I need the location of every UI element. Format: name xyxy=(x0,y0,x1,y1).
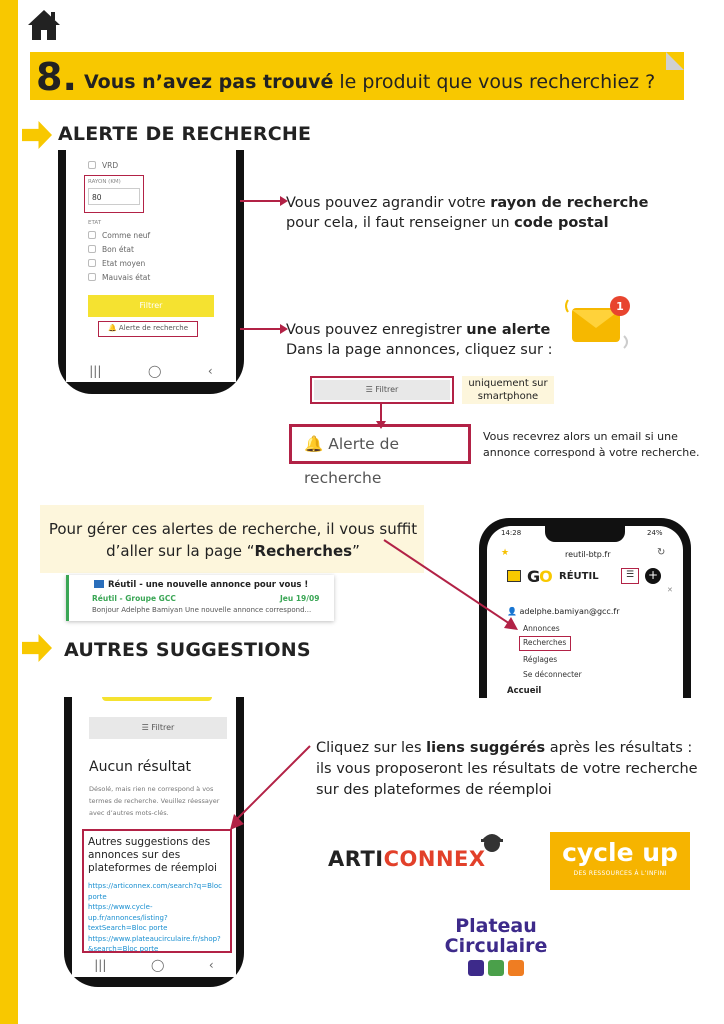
checkbox-etat-moyen[interactable]: Etat moyen xyxy=(88,256,145,270)
nav3-recent-icon[interactable]: ||| xyxy=(94,958,107,972)
email-date: Jeu 19/09 xyxy=(280,594,320,603)
menu-deconnecter[interactable]: Se déconnecter xyxy=(523,670,582,679)
checkbox-bon-etat[interactable]: Bon état xyxy=(88,242,134,256)
hamburger-menu-icon[interactable]: ☰ xyxy=(621,568,639,584)
menu-accueil[interactable]: Accueil xyxy=(507,686,542,696)
status-time: 14:28 xyxy=(501,529,522,537)
suggest-link-cycleup[interactable]: https://www.cycle-up.fr/annonces/listing?textSearch=Bloc porte xyxy=(88,903,168,932)
phone-notch xyxy=(545,526,625,542)
rayon-highlight xyxy=(84,175,144,213)
nav3-home-icon[interactable]: ◯ xyxy=(150,958,165,972)
cycleup-tagline: DES RESSOURCES À L’INFINI xyxy=(573,870,667,877)
section-arrow-icon xyxy=(22,121,52,149)
alert-button-large[interactable]: 🔔 Alerte de recherche xyxy=(289,424,471,464)
star-icon[interactable]: ★ xyxy=(501,548,510,558)
yellow-button-edge xyxy=(102,697,212,701)
connector-arrow-recherches xyxy=(380,536,530,636)
connector-arrow-suggestions xyxy=(222,742,314,834)
email-notification-icon xyxy=(562,290,634,354)
smartphone-note: uniquement sur smartphone xyxy=(462,376,554,404)
email-preview-card[interactable] xyxy=(66,575,334,621)
phone3-screen xyxy=(72,697,236,953)
step-number: 8. xyxy=(36,55,77,99)
plateau-circulaire-logo[interactable] xyxy=(440,916,552,976)
alert-button-small[interactable]: 🔔 Alerte de recherche xyxy=(98,321,198,337)
nav-recent-icon[interactable]: ||| xyxy=(89,364,102,378)
menu-reglages[interactable]: Réglages xyxy=(523,655,558,664)
nav-home-icon[interactable]: ◯ xyxy=(147,364,162,378)
user-email: 👤 adelphe.bamiyan@gcc.fr xyxy=(507,607,620,616)
brand-name: RÉUTIL xyxy=(559,571,599,582)
email-preview-text: Bonjour Adelphe Bamiyan Une nouvelle annonce correspond... xyxy=(92,606,312,614)
suggest-link-plateau[interactable]: https://www.plateaucirculaire.fr/shop?&search=Bloc porte xyxy=(88,934,221,953)
checkbox-comme-neuf[interactable]: Comme neuf xyxy=(88,228,150,242)
filter-button-3[interactable]: ☰ Filtrer xyxy=(89,717,227,739)
email-note: Vous recevrez alors un email si une annonce correspond à votre recherche. xyxy=(483,430,700,459)
articonnex-logo[interactable]: ARTICONNEX xyxy=(328,847,486,871)
no-result-title: Aucun résultat xyxy=(89,759,192,775)
phone-mockup-filters xyxy=(58,150,244,394)
checkbox-mauvais-etat[interactable]: Mauvais état xyxy=(88,270,150,284)
notif-badge-count: 1 xyxy=(616,300,624,313)
phone-screen xyxy=(66,150,236,360)
etat-label: ETAT xyxy=(88,220,102,226)
email-sender: Réutil - Groupe GCC xyxy=(92,594,176,603)
plateau-line1: Plateau xyxy=(455,915,537,937)
bag-icon xyxy=(508,960,524,976)
filter-button-large[interactable]: ☰ Filtrer xyxy=(314,380,450,400)
email-unread-bar xyxy=(66,575,69,621)
url-bar[interactable]: reutil-btp.fr xyxy=(565,550,611,559)
left-accent-bar xyxy=(0,0,18,1024)
note-alerte: Vous pouvez enregistrer une alerte Dans la page annonces, cliquez sur : xyxy=(286,322,553,358)
brand-go-logo: GO xyxy=(527,567,552,586)
suggestions-highlight xyxy=(82,829,232,953)
mail-app-icon xyxy=(94,580,104,588)
nav-back-icon[interactable]: ‹ xyxy=(207,364,213,378)
sink-icon xyxy=(468,960,484,976)
add-icon[interactable]: + xyxy=(645,568,661,584)
page-title: Vous n’avez pas trouvé le produit que vous recherchiez ? xyxy=(84,71,656,93)
cycleup-name: cycle up xyxy=(562,838,678,867)
menu-annonces[interactable]: Annonces xyxy=(523,624,560,633)
section-title-alerte: ALERTE DE RECHERCHE xyxy=(58,123,312,145)
menu-recherches[interactable]: Recherches xyxy=(519,636,571,651)
connector-arrows xyxy=(240,190,290,340)
email-subject: Réutil - une nouvelle annonce pour vous ! xyxy=(94,580,308,590)
plateau-line2: Circulaire xyxy=(444,935,548,957)
cycleup-logo[interactable] xyxy=(550,832,690,890)
home-icon[interactable] xyxy=(26,8,62,42)
rayon-input[interactable]: 80 xyxy=(88,188,140,205)
phone-navbar xyxy=(66,360,236,382)
phone3-navbar xyxy=(72,953,236,977)
nav3-back-icon[interactable]: ‹ xyxy=(208,958,214,972)
section-title-suggestions: AUTRES SUGGESTIONS xyxy=(64,639,311,661)
status-battery: 24% xyxy=(647,529,663,537)
suggest-title: Autres suggestions des annonces sur des plateformes de réemploi xyxy=(88,836,217,874)
filter-button[interactable]: Filtrer xyxy=(88,295,214,317)
bin-icon xyxy=(488,960,504,976)
reload-icon[interactable]: ↻ xyxy=(657,547,666,558)
checkbox-vrd[interactable]: VRD xyxy=(88,158,118,172)
section-arrow-icon-2 xyxy=(22,634,52,662)
note-suggestions: Cliquez sur les liens suggérés après les résultats : ils vous proposeront les résultats de votre recherche sur des plateformes de réemploi xyxy=(316,740,698,798)
note-rayon: Vous pouvez agrandir votre rayon de recherche pour cela, il faut renseigner un code postal xyxy=(286,195,649,231)
phone-mockup-suggestions xyxy=(64,697,244,987)
filter-button-highlight xyxy=(310,376,454,404)
suggest-link-articonnex[interactable]: https://articonnex.com/search?q=Bloc porte xyxy=(88,882,222,901)
no-result-text: Désolé, mais rien ne correspond à vos termes de recherche. Veuillez réessayer avec d’autres mots-clés. xyxy=(89,785,220,817)
hardhat-icon xyxy=(478,828,506,854)
rayon-label: RAYON (KM) xyxy=(88,179,121,185)
plateau-icons xyxy=(440,960,552,976)
manage-note-text: Pour gérer ces alertes de recherche, il vous suffit d’aller sur la page “Recherches” xyxy=(48,520,418,560)
close-icon[interactable]: ✕ xyxy=(667,586,673,594)
